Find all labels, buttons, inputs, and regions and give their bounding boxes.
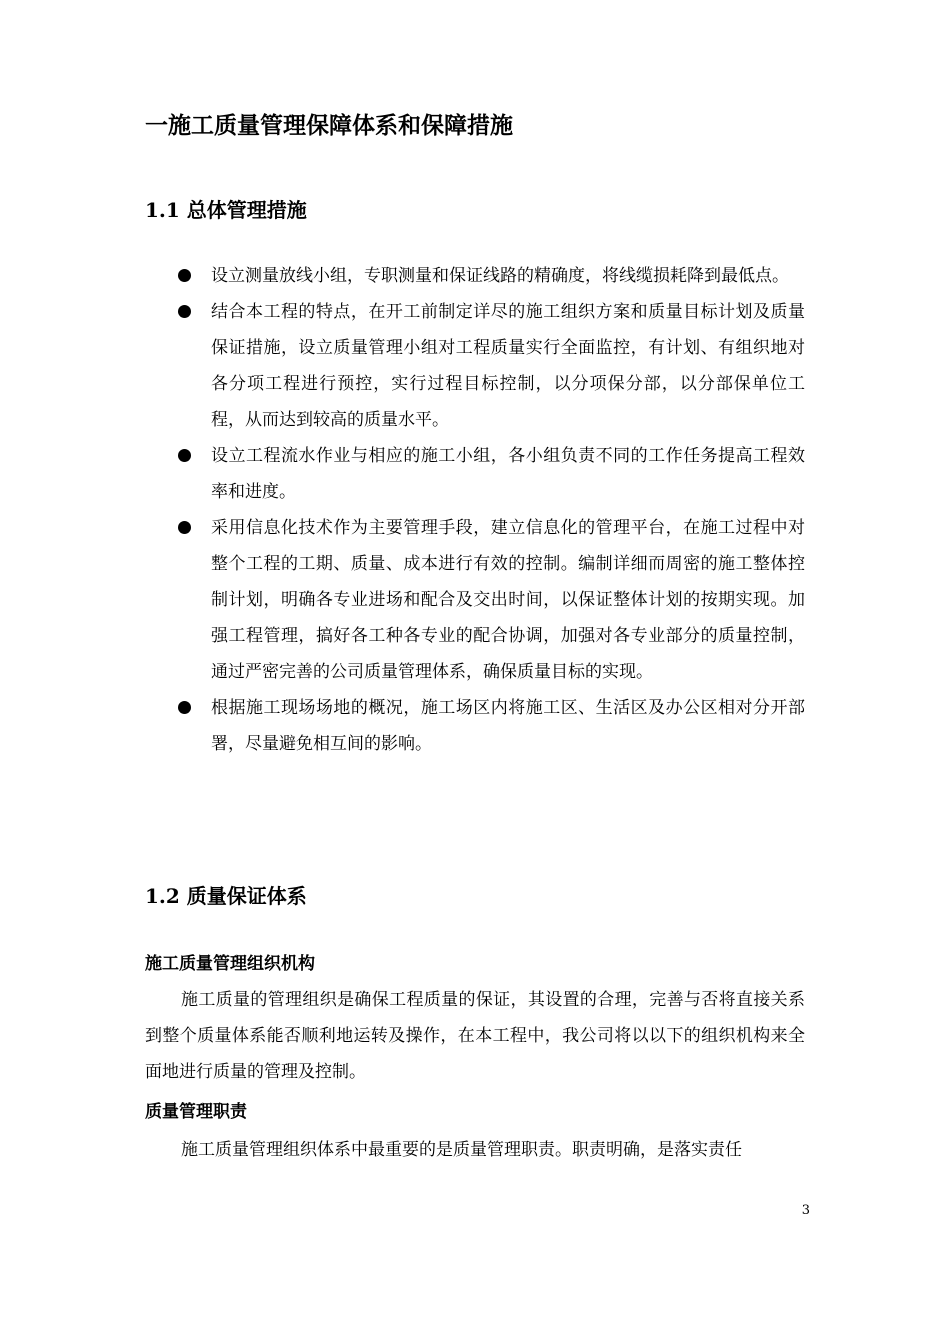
bullet-text: 采用信息化技术作为主要管理手段，建立信息化的管理平台，在施工过程中对整个工程的工期、质量、成本进行有效的控制。编制详细而周密的施工整体控制计划，明确各专业进场和配合及交出时间，以保证整体计划的按期实现。加强工程管理，搞好各工种各专业的配合协调，加强对各专业部分的质量控制，通过严密完善的公司质量管理体系，确保质量目标的实现。 <box>211 518 805 682</box>
subheading-responsibilities: 质量管理职责 <box>145 1102 247 1122</box>
paragraph-organization: 施工质量的管理组织是确保工程质量的保证，其设置的合理，完善与否将直接关系到整个质量体系能否顺利地运转及操作，在本工程中，我公司将以以下的组织机构来全面地进行质量的管理及控制。 <box>145 990 805 1082</box>
paragraph-responsibilities: 施工质量管理组织体系中最重要的是质量管理职责。职责明确，是落实责任 <box>181 1140 742 1160</box>
bullet-text: 根据施工现场场地的概况，施工场区内将施工区、生活区及办公区相对分开部署，尽量避免相互间的影响。 <box>211 698 805 754</box>
bullet-item <box>145 258 805 294</box>
bullet-dot-icon <box>178 449 191 462</box>
bullet-item <box>145 510 805 690</box>
measures-bullet-list <box>145 258 805 762</box>
section-heading-1-2: 1.2 质量保证体系 <box>145 884 307 908</box>
bullet-dot-icon <box>178 269 191 282</box>
bullet-text: 设立测量放线小组，专职测量和保证线路的精确度，将线缆损耗降到最低点。 <box>211 266 789 286</box>
document-title: 一施工质量管理保障体系和保障措施 <box>145 112 513 139</box>
bullet-item <box>145 438 805 510</box>
subheading-organization: 施工质量管理组织机构 <box>145 954 315 974</box>
page-number: 3 <box>801 1203 810 1218</box>
bullet-dot-icon <box>178 701 191 714</box>
bullet-text: 结合本工程的特点，在开工前制定详尽的施工组织方案和质量目标计划及质量保证措施，设立质量管理小组对工程质量实行全面监控，有计划、有组织地对各分项工程进行预控，实行过程目标控制，以分项保分部，以分部保单位工程，从而达到较高的质量水平。 <box>211 302 805 430</box>
bullet-text: 设立工程流水作业与相应的施工小组，各小组负责不同的工作任务提高工程效率和进度。 <box>211 446 805 502</box>
bullet-item <box>145 294 805 438</box>
section-heading-1-1: 1.1 总体管理措施 <box>145 198 307 222</box>
bullet-item <box>145 690 805 762</box>
bullet-dot-icon <box>178 521 191 534</box>
bullet-dot-icon <box>178 305 191 318</box>
